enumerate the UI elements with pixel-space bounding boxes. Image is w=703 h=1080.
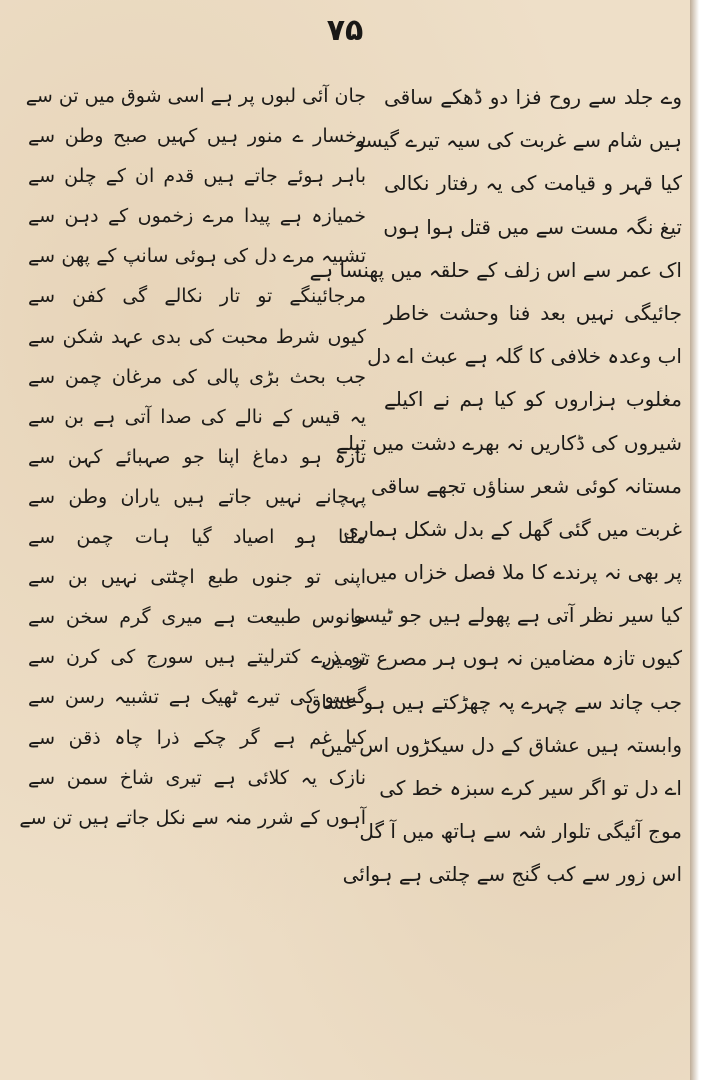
left-line: تشبیہ مرے دل کی ہوئی سانپ کے پھن سے — [28, 245, 366, 268]
left-line: باہر ہوئے جاتے ہیں قدم ان کے چلن سے — [28, 165, 366, 188]
right-line: پر بھی نہ پرندے کا ملا فصل خزاں میں — [365, 560, 682, 585]
right-line: مغلوب ہزاروں کو کیا ہم نے اکیلے — [384, 387, 682, 412]
left-line: ملتا ہو اصیاد گیا ہات چمن سے — [28, 526, 366, 549]
right-line: غربت میں گئی گھل کے بدل شکل ہماری — [343, 516, 682, 541]
left-line: کیوں شرط محبت کی بدی عہد شکن سے — [28, 325, 366, 348]
right-line: کیوں تازہ مضامین نہ ہوں ہر مصرع ترمیں — [321, 646, 682, 671]
left-line: تو ذرے کترلیتے ہیں سورج کی کرن سے — [28, 646, 366, 669]
right-line: اب وعدہ خلافی کا گلہ ہے عبث اے دل — [367, 344, 682, 369]
left-line: یہ قیس کے نالے کی صدا آتی ہے بن سے — [28, 405, 366, 428]
right-line: اس زور سے کب گنج سے چلتی ہے ہوائی — [342, 862, 682, 887]
left-line: کیا غم ہے گر چکے ذرا چاہ ذقن سے — [28, 726, 366, 749]
left-line: اپنی تو جنوں طبع اچٹتی نہیں بن سے — [28, 566, 366, 589]
left-line: پہچانے نہیں جاتے ہیں یاران وطن سے — [28, 485, 366, 508]
right-line: اے دل تو اگر سیر کرے سبزہ خط کی — [379, 776, 682, 800]
right-line: جب چاند سے چہرے پہ چھڑکتے ہیں ہو عشاق — [305, 689, 682, 714]
left-line: جب بحث بڑی پالی کی مرغان چمن سے — [28, 365, 366, 388]
left-line: گیسو کی تیرے ٹھیک ہے تشبیہ رسن سے — [28, 686, 366, 709]
right-line: کیا سیر نظر آتی ہے پھولے ہیں جو ٹیسو — [353, 603, 682, 628]
right-column — [305, 76, 682, 897]
left-line: خمیازہ ہے پیدا مرے زخموں کے دہن سے — [28, 205, 366, 228]
right-line: جائیگی نہیں بعد فنا وحشت خاطر — [384, 300, 682, 325]
right-line: ہیں شام سے غربت کی سیہ تیرے گیسو — [355, 128, 682, 153]
left-line: رخسار ے منور ہیں کہیں صبح وطن سے — [28, 125, 366, 148]
right-line: وابستہ ہیں عشاق کے دل سیکڑوں اس میں — [320, 732, 682, 757]
right-line: اک عمر سے اس زلف کے حلقہ میں پھنسا ہے — [309, 257, 682, 282]
right-line: وے جلد سے روح فزا دو ڈھکے ساقی — [384, 85, 682, 109]
right-line: تیغ نگہ مست سے میں قتل ہوا ہوں — [383, 214, 682, 239]
left-line: آہوں کے شرر منہ سے نکل جاتے ہیں تن سے — [19, 806, 366, 829]
right-line: شیروں کی ڈکاریں نہ بھرے دشت میں تیلے — [336, 430, 682, 455]
left-line: تازہ ہو دماغ اپنا جو صہبائے کہن سے — [28, 445, 366, 468]
left-column — [19, 76, 366, 838]
right-line: کیا قہر و قیامت کی یہ رفتار نکالی — [384, 171, 682, 196]
left-line: نازک یہ کلائی ہے تیری شاخ سمن سے — [28, 766, 366, 789]
left-line: مرجائینگے تو تار نکالے گی کفن سے — [28, 285, 366, 308]
page-number: ۷۵ — [326, 13, 364, 48]
right-line: مستانہ کوئی شعر سناؤں تجھے ساقی — [370, 473, 682, 498]
left-line: جان آئی لبوں پر ہے اسی شوق میں تن سے — [25, 85, 366, 107]
page-binding-edge — [690, 0, 703, 1080]
left-line: مانوس طبیعت ہے میری گرم سخن سے — [28, 606, 366, 629]
right-line: موج آئیگی تلوار شہ سے ہاتھ میں آ گل — [359, 819, 682, 844]
